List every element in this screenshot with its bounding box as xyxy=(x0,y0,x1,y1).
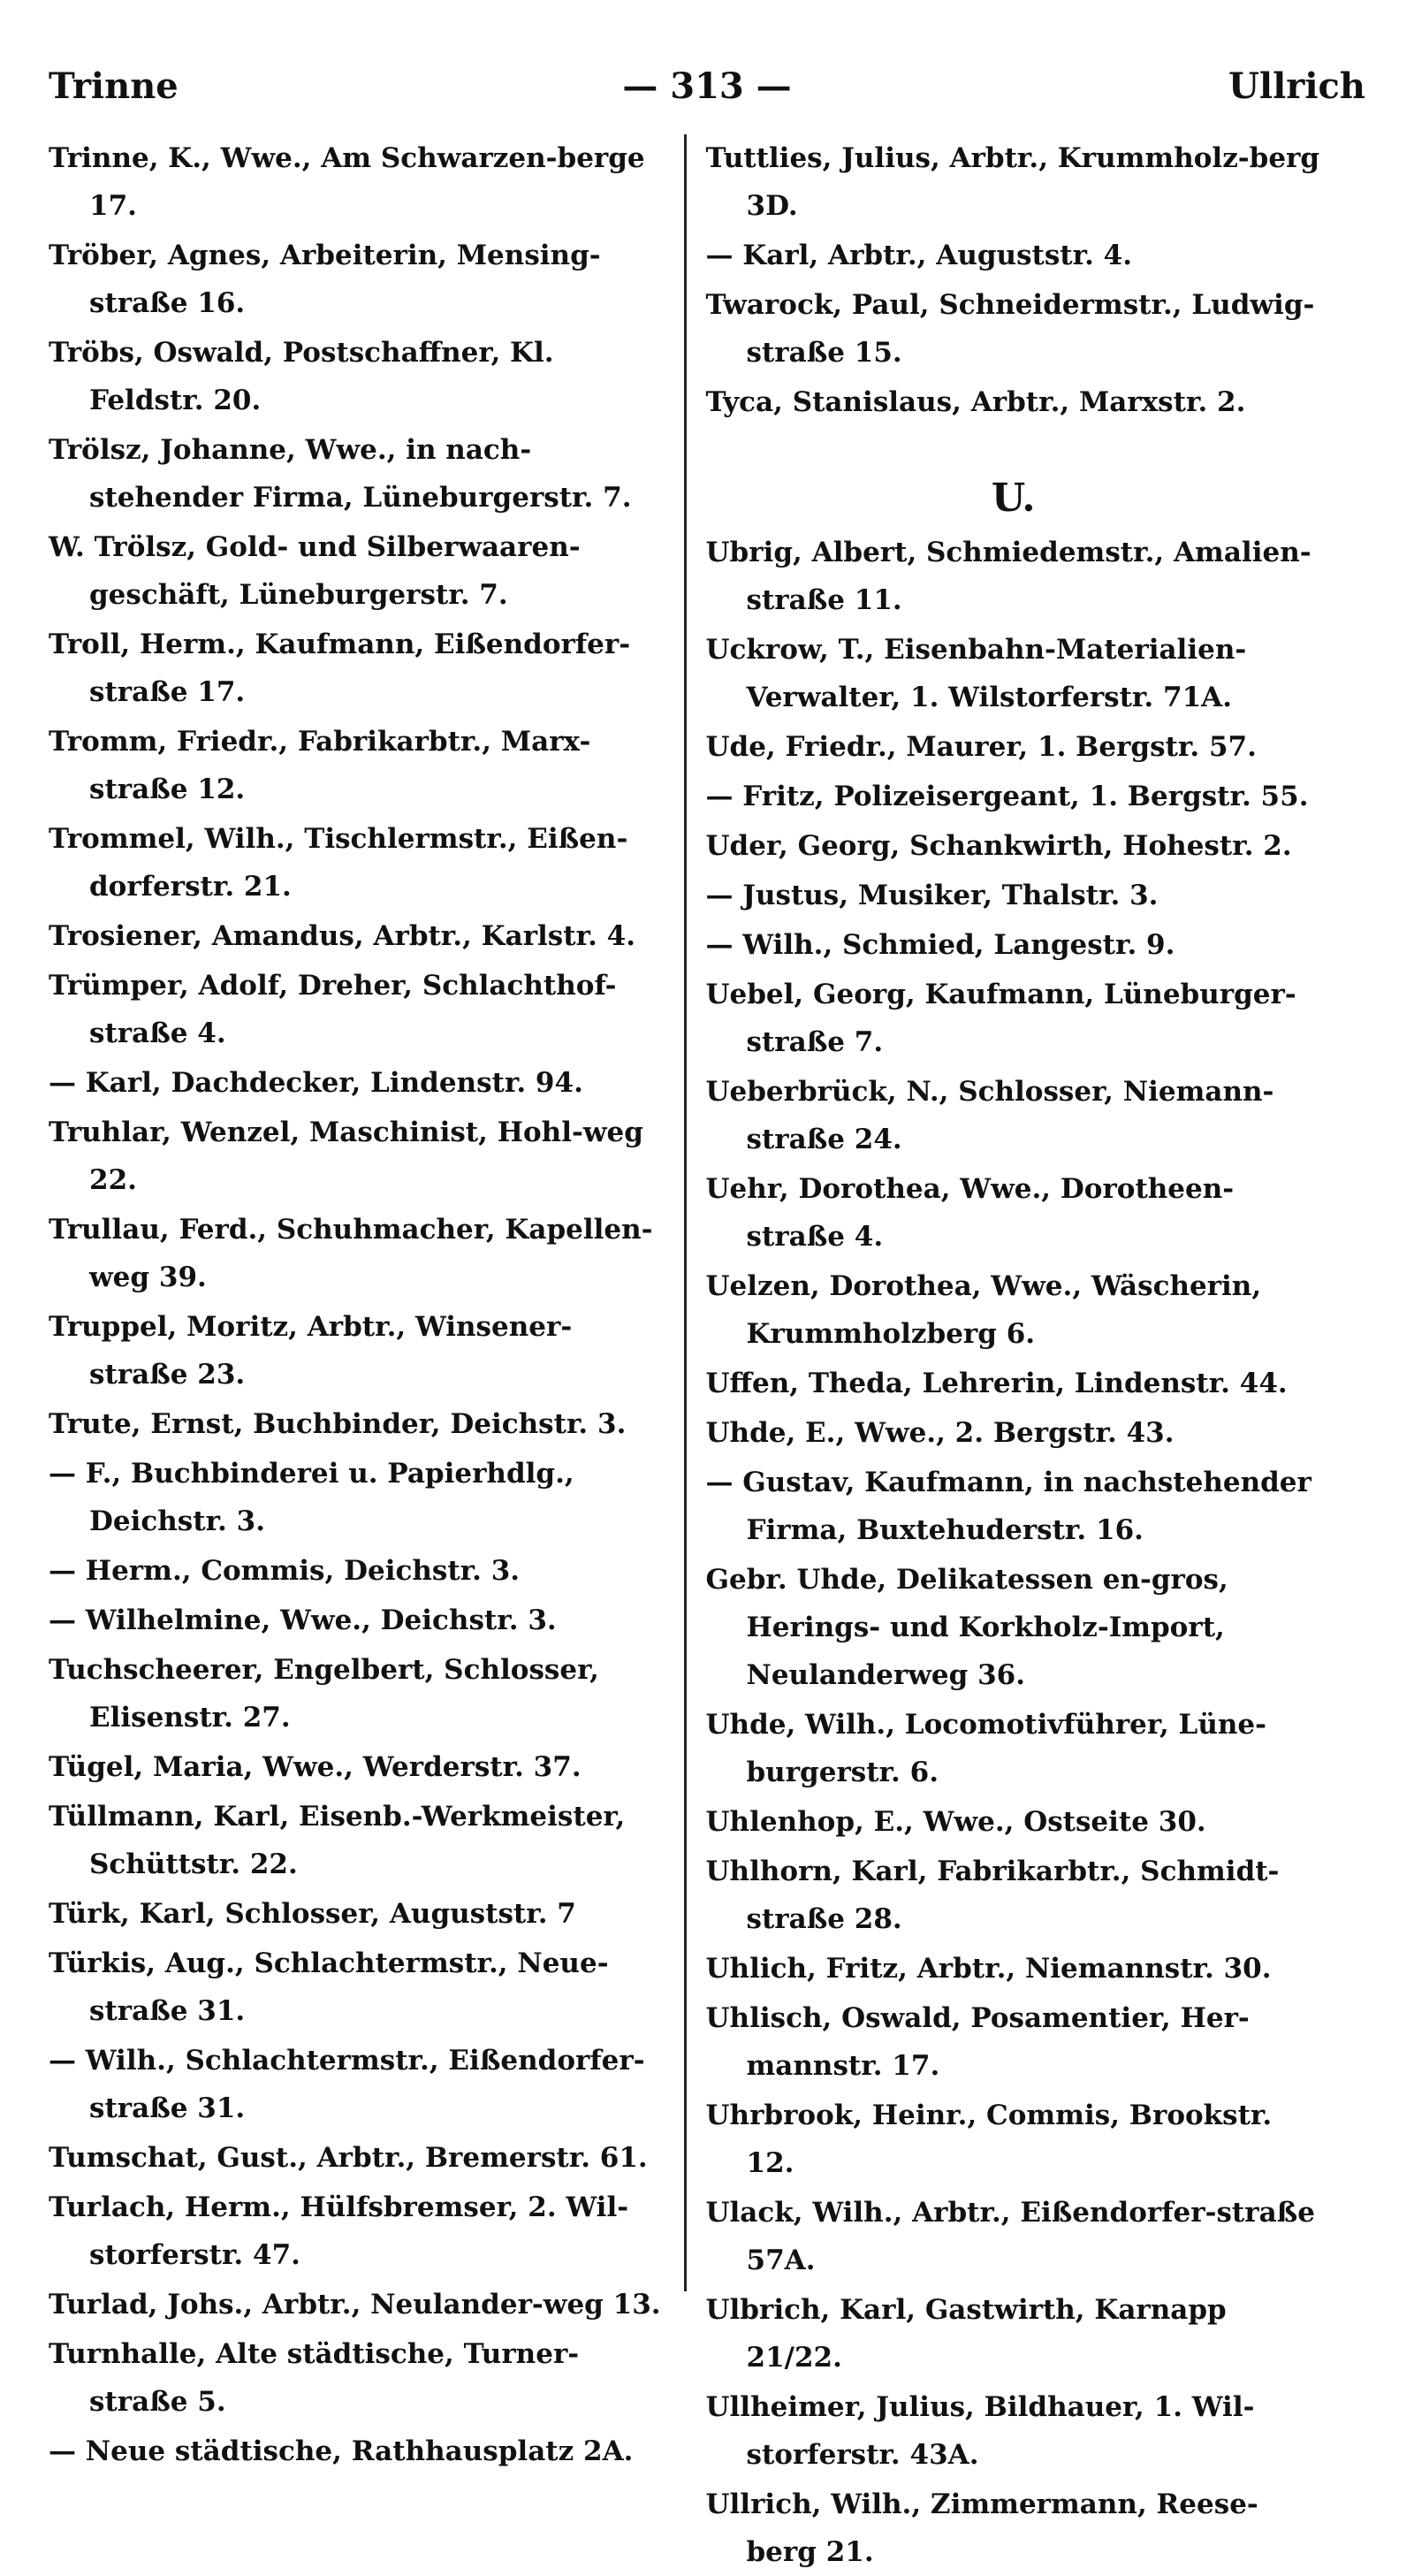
directory-entry: Ulack, Wilh., Arbtr., Eißendorfer-straße 57A. xyxy=(705,2197,1315,2276)
left-column xyxy=(49,134,684,2467)
directory-entry: Tröber, Agnes, Arbeiterin, Mensing-straße 16. xyxy=(49,240,601,319)
directory-entry: Tyca, Stanislaus, Arbtr., Marxstr. 2. xyxy=(705,386,1246,418)
directory-entry: Türkis, Aug., Schlachtermstr., Neue-straße 31. xyxy=(49,1947,609,2027)
directory-entry: Türk, Karl, Schlosser, Auguststr. 7 xyxy=(49,1898,576,1930)
right-column xyxy=(687,134,1322,2568)
directory-entry: Uffen, Theda, Lehrerin, Lindenstr. 44. xyxy=(705,1368,1288,1399)
directory-entry: Uhde, Wilh., Locomotivführer, Lüne-burgerstr. 6. xyxy=(705,1709,1267,1788)
directory-entry: Uebel, Georg, Kaufmann, Lüneburger-straße 7. xyxy=(705,979,1296,1058)
directory-entry: Trosiener, Amandus, Arbtr., Karlstr. 4. xyxy=(49,920,636,952)
running-head-right: Ullrich xyxy=(1228,65,1365,107)
directory-entry: Uelzen, Dorothea, Wwe., Wäscherin, Krummholzberg 6. xyxy=(705,1270,1262,1350)
directory-entry: — Herm., Commis, Deichstr. 3. xyxy=(49,1555,521,1587)
directory-entry: Trümper, Adolf, Dreher, Schlachthof-straße 4. xyxy=(49,970,617,1049)
directory-entry: — Fritz, Polizeisergeant, 1. Bergstr. 55. xyxy=(705,781,1309,812)
directory-entry: Tügel, Maria, Wwe., Werderstr. 37. xyxy=(49,1751,582,1783)
directory-entry: Ude, Friedr., Maurer, 1. Bergstr. 57. xyxy=(705,731,1257,763)
directory-entry: Ullheimer, Julius, Bildhauer, 1. Wil-storferstr. 43A. xyxy=(705,2391,1255,2471)
directory-entry: Uehr, Dorothea, Wwe., Dorotheen-straße 4. xyxy=(705,1173,1235,1253)
directory-entry: Troll, Herm., Kaufmann, Eißendorfer-straße 17. xyxy=(49,629,631,708)
directory-entry: Tüllmann, Karl, Eisenb.-Werkmeister, Schüttstr. 22. xyxy=(49,1801,626,1880)
directory-entry: Turnhalle, Alte städtische, Turner-straße 5. xyxy=(49,2338,580,2418)
directory-entry: — F., Buchbinderei u. Papierhdlg., Deichstr. 3. xyxy=(49,1458,574,1537)
directory-entry: — Wilhelmine, Wwe., Deichstr. 3. xyxy=(49,1604,557,1636)
right-column-t-entries xyxy=(706,134,1322,426)
directory-entry: Uhlisch, Oswald, Posamentier, Her-mannstr. 17. xyxy=(705,2002,1250,2082)
directory-entry: Tromm, Friedr., Fabrikarbtr., Marx-straße 12. xyxy=(49,726,591,805)
directory-columns xyxy=(49,134,1321,2568)
directory-entry: Uhrbrook, Heinr., Commis, Brookstr. 12. xyxy=(705,2100,1273,2179)
directory-entry: Truppel, Moritz, Arbtr., Winsener-straße 23. xyxy=(49,1311,573,1391)
directory-entry: Gebr. Uhde, Delikatessen en-gros, Herings- und Korkholz-Import, Neulanderweg 36. xyxy=(705,1564,1228,1691)
directory-entry: Turlach, Herm., Hülfsbremser, 2. Wil-storferstr. 47. xyxy=(49,2191,629,2271)
directory-entry: Ubrig, Albert, Schmiedemstr., Amalien-straße 11. xyxy=(705,537,1311,616)
directory-entry: — Karl, Arbtr., Auguststr. 4. xyxy=(705,240,1133,271)
directory-entry: Tröbs, Oswald, Postschaffner, Kl. Feldstr. 20. xyxy=(49,337,554,416)
directory-entry: Uhde, E., Wwe., 2. Bergstr. 43. xyxy=(705,1417,1175,1449)
directory-entry: Ullrich, Wilh., Zimmermann, Reese-berg 21. xyxy=(705,2488,1258,2568)
directory-entry: Uhlenhop, E., Wwe., Ostseite 30. xyxy=(705,1806,1206,1838)
directory-entry: Ueberbrück, N., Schlosser, Niemann-straße 24. xyxy=(705,1076,1274,1155)
directory-entry: Truhlar, Wenzel, Maschinist, Hohl-weg 22. xyxy=(49,1117,643,1196)
directory-entry: Uhlich, Fritz, Arbtr., Niemannstr. 30. xyxy=(705,1953,1272,1985)
directory-entry: — Karl, Dachdecker, Lindenstr. 94. xyxy=(49,1067,583,1099)
directory-entry: Trommel, Wilh., Tischlermstr., Eißen-dorferstr. 21. xyxy=(49,823,628,903)
directory-entry: — Wilh., Schlachtermstr., Eißendorfer-straße 31. xyxy=(49,2045,645,2124)
directory-entry: Trullau, Ferd., Schuhmacher, Kapellen-weg 39. xyxy=(49,1214,653,1293)
directory-entry: Uckrow, T., Eisenbahn-Materialien-Verwalter, 1. Wilstorferstr. 71A. xyxy=(705,634,1247,713)
directory-entry: — Neue städtische, Rathhausplatz 2A. xyxy=(49,2435,634,2467)
directory-entry: — Justus, Musiker, Thalstr. 3. xyxy=(705,880,1159,911)
directory-entry: Twarock, Paul, Schneidermstr., Ludwig-straße 15. xyxy=(705,289,1315,369)
directory-entry: Tumschat, Gust., Arbtr., Bremerstr. 61. xyxy=(49,2142,648,2174)
directory-entry: Trute, Ernst, Buchbinder, Deichstr. 3. xyxy=(49,1408,627,1440)
section-letter-heading: U. xyxy=(991,476,1036,521)
directory-entry: Uder, Georg, Schankwirth, Hohestr. 2. xyxy=(705,830,1292,862)
directory-entry: Tuchscheerer, Engelbert, Schlosser, Elisenstr. 27. xyxy=(49,1654,599,1734)
right-column-u-entries xyxy=(706,529,1322,2576)
directory-entry: Trinne, K., Wwe., Am Schwarzen-berge 17. xyxy=(49,142,645,222)
directory-entry: Ulbrich, Karl, Gastwirth, Karnapp 21/22. xyxy=(705,2294,1227,2374)
directory-entry: Uhlhorn, Karl, Fabrikarbtr., Schmidt-straße 28. xyxy=(705,1856,1280,1935)
page-number: — 313 — xyxy=(622,65,792,107)
directory-entry: — Gustav, Kaufmann, in nachstehender Firma, Buxtehuderstr. 16. xyxy=(705,1467,1311,1546)
directory-entry: Tuttlies, Julius, Arbtr., Krummholz-berg 3D. xyxy=(705,142,1320,222)
directory-entry: Trölsz, Johanne, Wwe., in nach-stehender Firma, Lüneburgerstr. 7. xyxy=(49,434,632,514)
directory-entry: W. Trölsz, Gold- und Silberwaaren-geschäft, Lüneburgerstr. 7. xyxy=(49,531,581,611)
running-head-left: Trinne xyxy=(49,65,179,107)
directory-entry: Turlad, Johs., Arbtr., Neulander-weg 13. xyxy=(49,2289,661,2321)
directory-entry: — Wilh., Schmied, Langestr. 9. xyxy=(705,929,1175,961)
page-header xyxy=(49,55,1365,117)
